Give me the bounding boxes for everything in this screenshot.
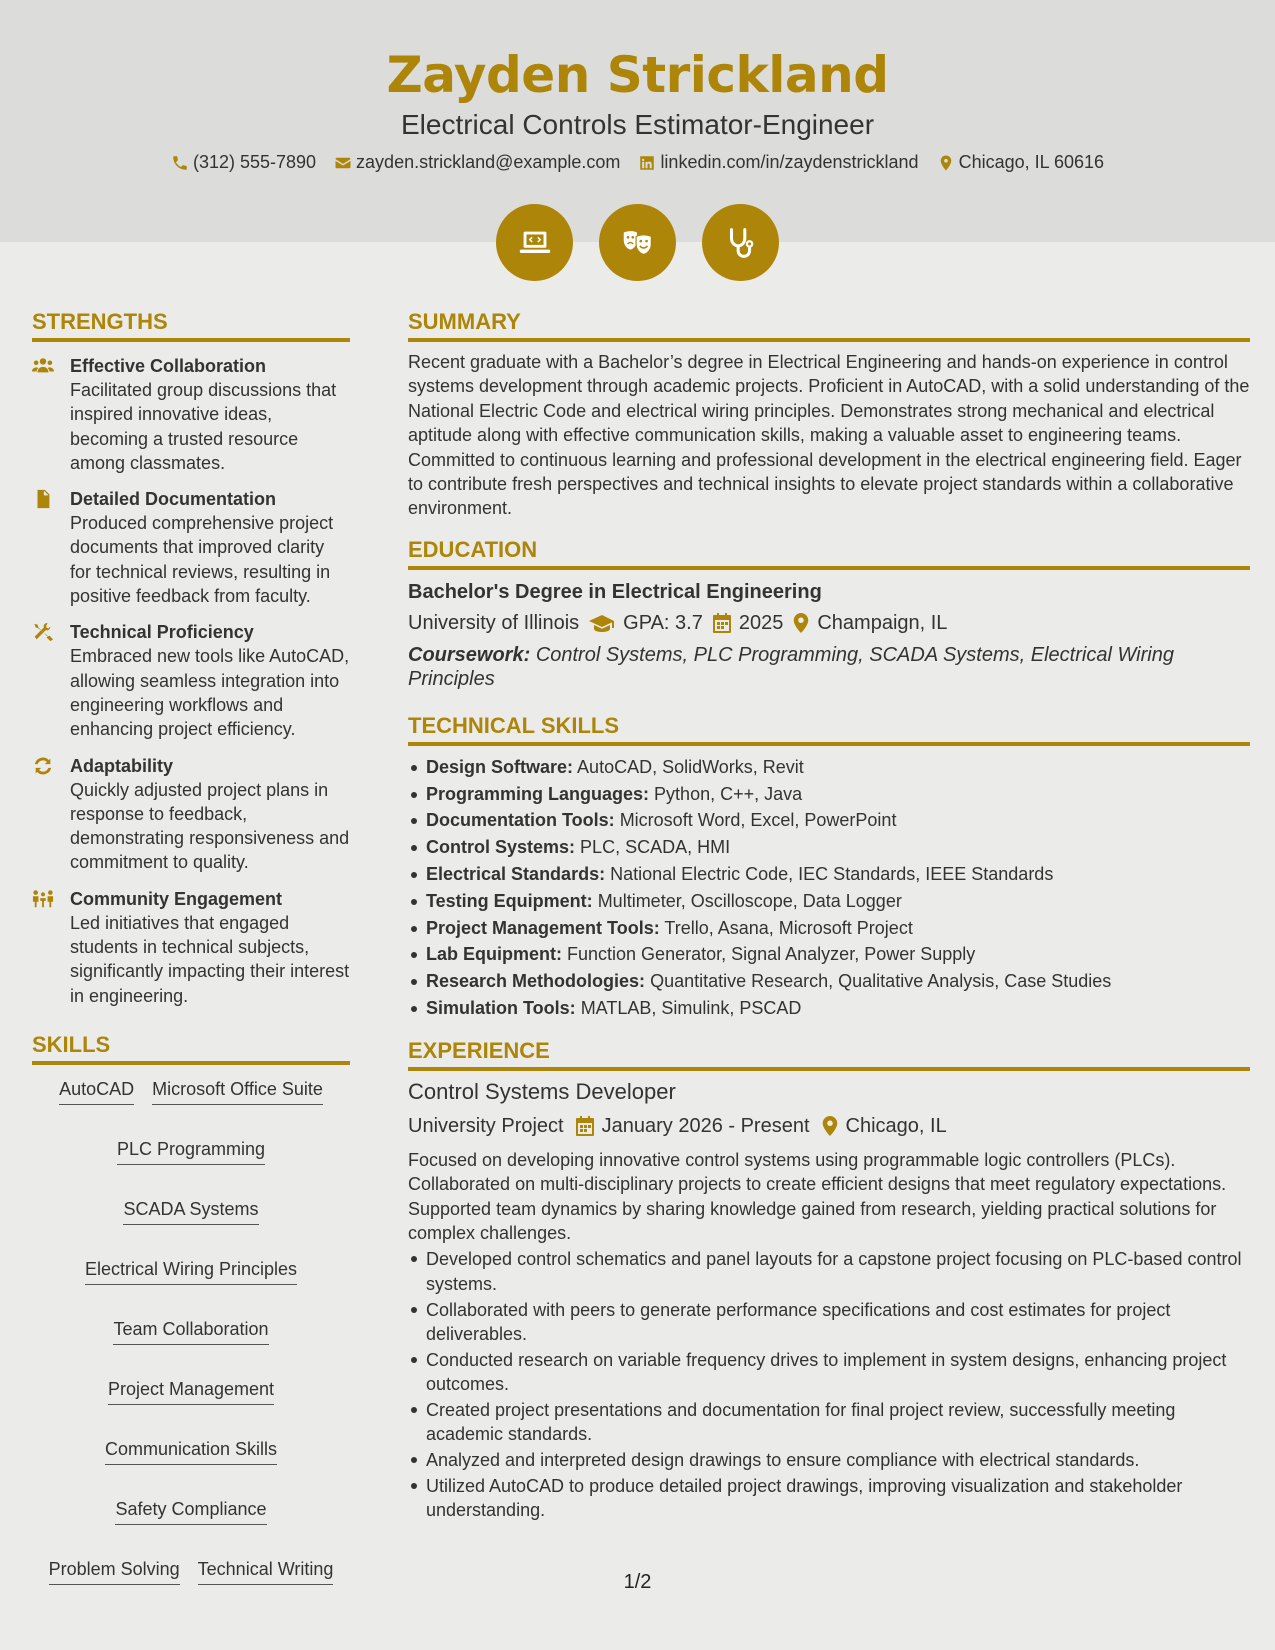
job-org: University Project bbox=[408, 1114, 564, 1137]
contact-bar bbox=[0, 152, 1275, 173]
skill-tag: SCADA Systems bbox=[123, 1197, 258, 1225]
envelope-icon bbox=[334, 154, 352, 172]
tech-value: AutoCAD, SolidWorks, Revit bbox=[577, 756, 804, 777]
list-item: Developed control schematics and panel layouts for a capstone project focusing on PLC-based control systems. bbox=[408, 1247, 1250, 1296]
summary-text: Recent graduate with a Bachelor’s degree in Electrical Engineering and hands-on experience in control systems development through academic projects. Proficient in AutoCAD, with a solid understanding of the National Electric Code and electrical wiring principles. Demonstrates strong mechanical and electrical aptitude along with effective communication skills, making a valuable asset to engineering teams. Committed to continuous learning and professional development in the electrical engineering field. Eager to contribute fresh perspectives and technical insights to elevate project standards within a collaborative environment. bbox=[408, 352, 1250, 519]
calendar-icon bbox=[713, 613, 731, 633]
tech-label: Simulation Tools: bbox=[426, 998, 576, 1019]
graduation-cap-icon bbox=[589, 613, 615, 633]
coursework-list: Control Systems, PLC Programming, SCADA Systems, Electrical Wiring Principles bbox=[408, 643, 1174, 690]
tech-label: Control Systems: bbox=[426, 837, 576, 858]
strength-title: Adaptability bbox=[70, 755, 174, 776]
education-meta bbox=[408, 612, 1250, 635]
degree-title: Bachelor's Degree in Electrical Engineering bbox=[408, 580, 822, 603]
graduation-year: 2025 bbox=[738, 611, 784, 634]
list-item bbox=[408, 995, 1250, 1022]
interest-circle bbox=[599, 204, 676, 281]
school-name: University of Illinois bbox=[408, 611, 580, 634]
skills-heading: SKILLS bbox=[32, 1032, 350, 1065]
skill-tag: Communication Skills bbox=[105, 1437, 277, 1465]
list-item bbox=[408, 781, 1250, 808]
strength-title: Community Engagement bbox=[70, 888, 283, 909]
phone-icon bbox=[171, 154, 189, 172]
linkedin-icon bbox=[638, 154, 656, 172]
interest-icons bbox=[0, 204, 1275, 281]
stethoscope-icon bbox=[722, 224, 760, 262]
technical-skills-heading: TECHNICAL SKILLS bbox=[408, 713, 1250, 746]
list-item bbox=[408, 754, 1250, 781]
right-column bbox=[408, 309, 1250, 1524]
sync-icon bbox=[32, 756, 54, 776]
skill-tag: Problem Solving bbox=[49, 1557, 180, 1585]
skill-tag: Electrical Wiring Principles bbox=[85, 1257, 297, 1285]
strength-desc: Facilitated group discussions that inspired innovative ideas, becoming a trusted resource among classmates. bbox=[70, 380, 337, 473]
contact-location bbox=[937, 152, 1104, 173]
skill-tag: Technical Writing bbox=[198, 1557, 334, 1585]
skill-tag: Microsoft Office Suite bbox=[152, 1077, 323, 1105]
tech-label: Project Management Tools: bbox=[426, 917, 660, 938]
map-pin-icon bbox=[822, 1116, 838, 1136]
gpa-text: GPA: 3.7 bbox=[623, 611, 703, 634]
page-number: 1/2 bbox=[623, 1571, 652, 1593]
strength-desc: Led initiatives that engaged students in technical subjects, significantly impacting their interest in engineering. bbox=[70, 912, 350, 1006]
strength-desc: Produced comprehensive project documents that improved clarity for technical reviews, resulting in positive feedback from faculty. bbox=[70, 513, 334, 607]
interest-circle bbox=[702, 204, 779, 281]
tech-value: PLC, SCADA, HMI bbox=[580, 837, 731, 858]
strength-desc: Quickly adjusted project plans in response to feedback, demonstrating responsiveness and commitment to quality. bbox=[70, 779, 350, 873]
contact-linkedin[interactable] bbox=[638, 152, 918, 173]
education-heading: EDUCATION bbox=[408, 537, 1250, 570]
tech-label: Research Methodologies: bbox=[426, 971, 646, 992]
strength-item bbox=[32, 354, 350, 475]
list-item: Conducted research on variable frequency drives to implement in system designs, enhancing project outcomes. bbox=[408, 1348, 1250, 1397]
tech-label: Programming Languages: bbox=[426, 783, 650, 804]
map-pin-icon bbox=[937, 154, 955, 172]
list-item bbox=[408, 968, 1250, 995]
school-location: Champaign, IL bbox=[817, 611, 948, 634]
list-item: Utilized AutoCAD to produce detailed project drawings, improving visualization and stakeholder understanding. bbox=[408, 1474, 1250, 1523]
users-icon bbox=[32, 356, 54, 376]
strengths-heading: STRENGTHS bbox=[32, 309, 350, 342]
left-column bbox=[32, 309, 350, 1585]
interest-circle bbox=[496, 204, 573, 281]
tech-label: Lab Equipment: bbox=[426, 944, 562, 965]
strength-title: Technical Proficiency bbox=[70, 622, 254, 643]
skills-list bbox=[32, 1077, 350, 1585]
location-text: Chicago, IL 60616 bbox=[958, 152, 1105, 172]
job-bullets bbox=[408, 1247, 1250, 1522]
strength-item bbox=[32, 620, 350, 741]
tech-value: Trello, Asana, Microsoft Project bbox=[664, 917, 913, 938]
tech-value: Microsoft Word, Excel, PowerPoint bbox=[619, 810, 897, 831]
strength-title: Effective Collaboration bbox=[70, 356, 267, 376]
tech-value: MATLAB, Simulink, PSCAD bbox=[580, 998, 802, 1019]
tech-label: Design Software: bbox=[426, 756, 574, 777]
job-title: Control Systems Developer bbox=[408, 1078, 676, 1104]
phone-text: (312) 555-7890 bbox=[192, 152, 317, 172]
strength-desc: Embraced new tools like AutoCAD, allowing seamless integration into engineering workflows and enhancing project efficiency. bbox=[70, 646, 350, 740]
skill-tag: Team Collaboration bbox=[113, 1317, 268, 1345]
list-item: Analyzed and interpreted design drawings to ensure compliance with electrical standards. bbox=[408, 1448, 1250, 1472]
tech-label: Electrical Standards: bbox=[426, 864, 606, 885]
strength-item bbox=[32, 887, 350, 1008]
calendar-icon bbox=[576, 1116, 594, 1136]
tech-value: Function Generator, Signal Analyzer, Power Supply bbox=[567, 944, 976, 965]
contact-email[interactable] bbox=[334, 152, 620, 173]
list-item: Created project presentations and documentation for final project review, successfully meeting academic standards. bbox=[408, 1398, 1250, 1447]
technical-skills-list bbox=[408, 754, 1250, 1022]
list-item bbox=[408, 941, 1250, 968]
laptop-code-icon bbox=[516, 224, 554, 262]
skill-tag: Safety Compliance bbox=[115, 1497, 266, 1525]
coursework-label: Coursework: bbox=[408, 643, 531, 666]
strength-item bbox=[32, 487, 350, 608]
theater-masks-icon bbox=[619, 224, 657, 262]
coursework bbox=[408, 643, 1250, 691]
skill-tag: PLC Programming bbox=[117, 1137, 265, 1165]
summary-heading: SUMMARY bbox=[408, 309, 1250, 342]
experience-heading: EXPERIENCE bbox=[408, 1038, 1250, 1071]
tools-icon bbox=[32, 622, 54, 642]
list-item bbox=[408, 834, 1250, 861]
tech-value: National Electric Code, IEC Standards, IEEE Standards bbox=[610, 864, 1054, 885]
tech-value: Python, C++, Java bbox=[654, 783, 803, 804]
list-item bbox=[408, 915, 1250, 942]
map-pin-icon bbox=[793, 613, 809, 633]
job-dates: January 2026 - Present bbox=[601, 1114, 810, 1137]
list-item: Collaborated with peers to generate performance specifications and cost estimates for project deliverables. bbox=[408, 1298, 1250, 1347]
list-item bbox=[408, 861, 1250, 888]
tech-label: Testing Equipment: bbox=[426, 890, 593, 911]
linkedin-text: linkedin.com/in/zaydenstrickland bbox=[660, 152, 919, 172]
list-item bbox=[408, 888, 1250, 915]
candidate-title: Electrical Controls Estimator-Engineer bbox=[400, 109, 875, 140]
tech-value: Quantitative Research, Qualitative Analysis, Case Studies bbox=[650, 971, 1112, 992]
tech-value: Multimeter, Oscilloscope, Data Logger bbox=[597, 890, 902, 911]
strength-item bbox=[32, 754, 350, 875]
list-item bbox=[408, 807, 1250, 834]
people-meeting-icon bbox=[32, 889, 54, 909]
tech-label: Documentation Tools: bbox=[426, 810, 615, 831]
skill-tag: AutoCAD bbox=[59, 1077, 134, 1105]
document-icon bbox=[32, 489, 54, 509]
email-text: zayden.strickland@example.com bbox=[356, 152, 621, 172]
skill-tag: Project Management bbox=[108, 1377, 274, 1405]
job-location: Chicago, IL bbox=[845, 1114, 947, 1137]
job-description: Focused on developing innovative control systems using programmable logic controllers (PLCs). Collaborated on multi-disciplinary projects to create efficient designs that meet regulatory expectations. Supported team dynamics by sharing knowledge gained from research, yielding practical solutions for complex challenges. bbox=[408, 1149, 1227, 1244]
candidate-name: Zayden Strickland bbox=[386, 46, 889, 104]
contact-phone[interactable] bbox=[171, 152, 316, 173]
strength-title: Detailed Documentation bbox=[70, 489, 277, 510]
job-meta bbox=[408, 1115, 1250, 1138]
